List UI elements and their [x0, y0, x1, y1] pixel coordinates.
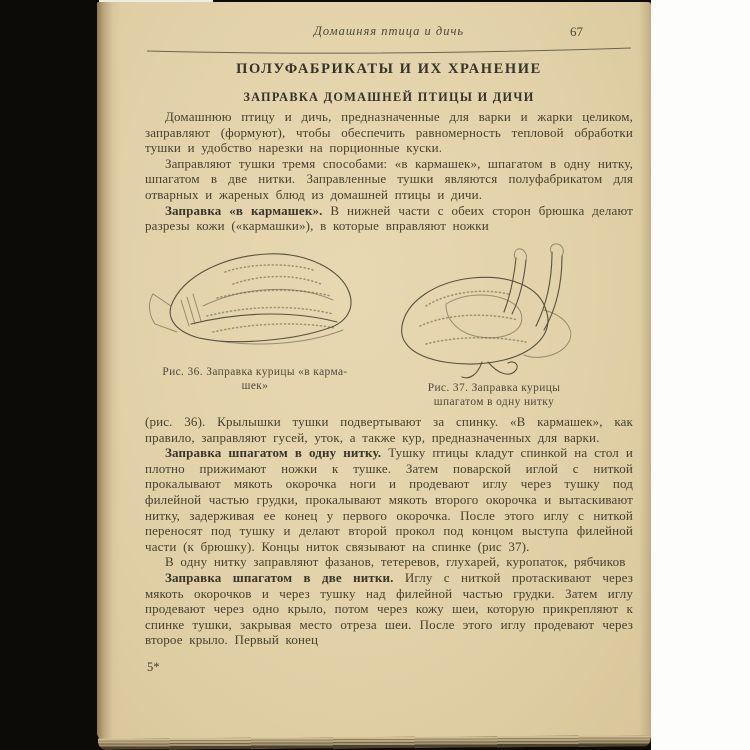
- text-block-below-figures: [145, 414, 633, 648]
- header-rule: [145, 43, 633, 53]
- figure-36: [135, 242, 375, 393]
- figure-36-caption: [135, 366, 375, 393]
- paragraph-text: Заправляют тушки тремя способами: «в кармашек», шпагатом в одну нитку, шпагатом в две нитки. Заправленные тушки являются полуфабрикатом для отварных и жареных блюд из домашней птицы и дичи.: [145, 155, 633, 202]
- photo-background-right: [651, 0, 750, 750]
- caption-line: Рис. 37. Заправка курицы: [427, 382, 561, 394]
- paragraph-lead: Заправка шпагатом в одну нитку.: [165, 445, 382, 461]
- page-gutter-shadow: [97, 2, 121, 742]
- caption-line: шек»: [241, 379, 269, 392]
- paragraph-text: В нижней части с обеих сторон брюшка делают разрезы кожи («кармашки»), в которые вправляют ножки: [145, 202, 633, 234]
- running-head: [145, 24, 633, 42]
- chapter-heading: ПОЛУФАБРИКАТЫ И ИХ ХРАНЕНИЕ: [236, 61, 542, 77]
- page-right-shadow: [639, 2, 651, 742]
- paragraph-text: Иглу с ниткой протаскивают через мякоть окорочков и через тушку над филейной частью грудки. Затем иглу продевают через одно крыло, потом через кожу шеи, которую прикрепляют к спинке тушки, закрывая место отреза шеи. После этого иглу продевают через второе крыло. Первый конец: [145, 569, 633, 648]
- section-heading: ЗАПРАВКА ДОМАШНЕЙ ПТИЦЫ И ДИЧИ: [243, 90, 535, 104]
- paragraph-text: (рис. 36). Крылышки тушки подвертывают за спинку. «В кармашек», как правило, заправляют гусей, уток, а также кур, предназначенных для варки.: [145, 414, 633, 445]
- chicken-single-twine-drawing: [386, 242, 602, 380]
- page-number: 67: [570, 24, 583, 39]
- paragraph: [145, 109, 633, 156]
- book-page: [97, 2, 651, 742]
- paragraph-text: Домашнюю птицу и дичь, предназначенные для варки и жарки целиком, заправляют (формуют), чтобы обеспечить равномерность тепловой обработки тушки и удобство нарезки на порционные куски.: [145, 109, 633, 156]
- paragraph: [145, 554, 633, 570]
- paragraph: [145, 203, 633, 234]
- paragraph-lead: Заправка шпагатом в две нитки.: [165, 569, 394, 585]
- figure-37-caption: [383, 382, 605, 409]
- caption-line: Рис. 36. Заправка курицы «в карма-: [162, 366, 348, 378]
- signature-mark: 5*: [147, 660, 160, 674]
- paragraph-lead: Заправка «в кармашек».: [165, 202, 323, 218]
- figure-37: [383, 242, 605, 409]
- figures-row: [145, 242, 633, 412]
- page-bottom-edge-stack: [98, 735, 650, 749]
- paragraph: [145, 570, 633, 648]
- paragraph-text: Тушку птицы кладут спинкой на стол и плотно прижимают ножки к тушке. Затем поварской иглой с ниткой прокалывают мякоть окорочка ноги и продевают иглу через тушку под филейной частью грудки, прокалывают мякоть второго окорочка и вытаскивают нитку, задерживая ее конец у первого окорочка. После этого иглу с ниткой переносят под тушку и делают второй прокол под концом выступа филейной части (к брюшку). Концы ниток связывают на спинке (рис 37).: [145, 445, 633, 554]
- caption-line: шпагатом в одну нитку: [433, 395, 555, 408]
- text-block-above-figures: [145, 109, 633, 234]
- paragraph-text: В одну нитку заправляют фазанов, тетеревов, глухарей, куропаток, рябчиков: [165, 554, 626, 570]
- running-title: Домашняя птица и дичь: [313, 24, 465, 38]
- paragraph: [145, 414, 633, 445]
- paragraph: [145, 445, 633, 554]
- paragraph: [145, 156, 633, 203]
- trussed-chicken-pocket-drawing: [137, 242, 373, 364]
